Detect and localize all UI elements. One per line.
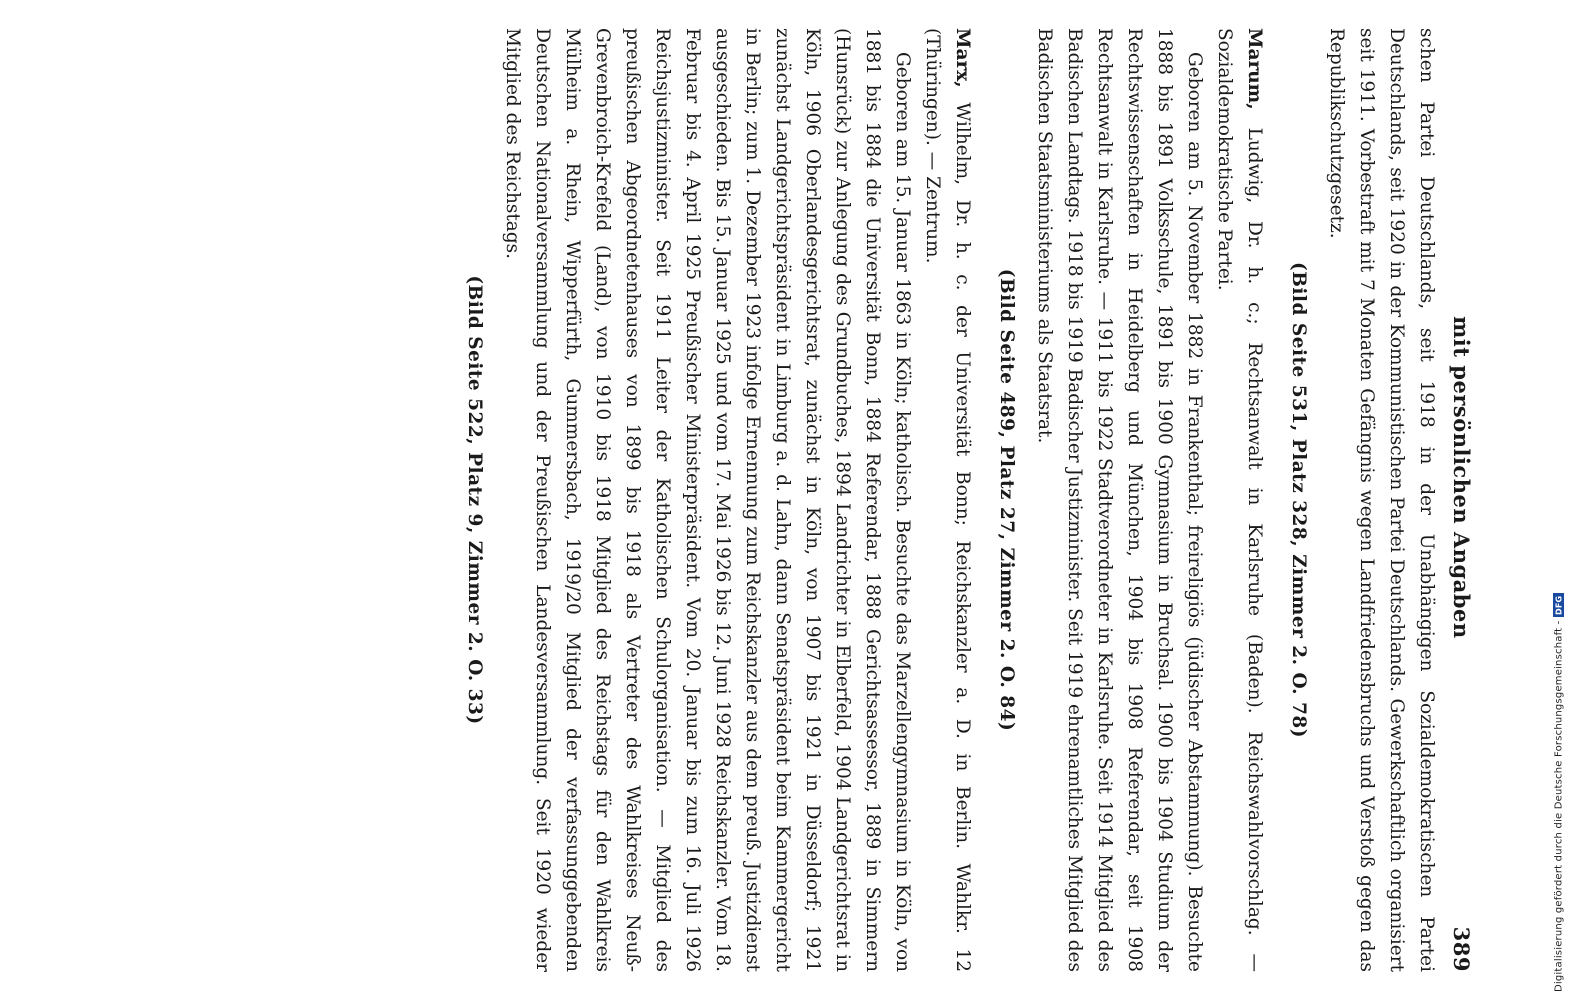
document-page (64, 28, 1474, 972)
entry-head-text: Wilhelm, Dr. h. c. der Universität Bonn; Reichskanzler a. D. in Berlin. Wahlkr. 12 (Thüringen). — Zentrum. (922, 28, 973, 972)
biography-entry-marum (991, 28, 1269, 972)
image-reference: (Bild Seite 522, Platz 9, Zimmer 2. O. 33) (464, 275, 485, 725)
biography-entry-marx (459, 28, 977, 972)
entry-body: Geboren am 5. November 1882 in Frankenthal; freireligiös (jüdischer Abstammung). Besuchte 1888 bis 1891 Volksschule, 1891 bis 1900 Gymnasium in Bruchsal. 1900 bis 1904 Studium der Rechtswissenschaften in Heidelberg und München, 1904 bis 1908 Referendar, seit 1908 Rechtsanwalt in Karlsruhe. — 1911 bis 1922 Stadtverordneter in Karlsruhe. Seit 1914 Mitglied des Badischen Landtags. 1918 bis 1919 Badischer Justizminister. Seit 1919 ehrenamtliches Mitglied des Badischen Staatsministeriums als Staatsrat. (1034, 28, 1205, 972)
page-number: 389 (1449, 926, 1474, 972)
entry-body: Geboren am 15. Januar 1863 in Köln; katholisch. Besuchte das Marzellengymnasium in Köln, von 1881 bis 1884 die Universität Bonn, 1884 Referendar, 1888 Gerichtsassessor, 1889 in Simmern (Hunsrück) zur Anlegung des Grundbuches, 1894 Landrichter in Elberfeld, 1904 Landgerichtsrat in Köln, 1906 Oberlandesgerichtsrat, zunächst in Köln, von 1907 bis 1921 in Düsseldorf; 1921 zunächst Landgerichtspräsident in Limburg a. d. Lahn, dann Senatspräsident beim Kammergericht in Berlin; zum 1. Dezember 1923 infolge Ernennung zum Reichskanzler aus dem preuß. Justizdienst ausgeschieden. Bis 15. Januar 1925 und vom 17. Mai 1926 bis 12. Juni 1928 Reichskanzler. Vom 18. Februar bis 4. April 1925 Preußischer Ministerpräsident. Vom 20. Januar bis zum 16. Juli 1926 Reichsjustizminister. Seit 1911 Leiter der Katholischen Schulorganisation. — Mitglied des preußischen Abgeordnetenhauses von 1899 bis 1918 als Vertreter des Wahlkreises Neuß-Grevenbroich-Krefeld (Land), von 1910 bis 1918 Mitglied des Reichstags für den Wahlkreis Mülheim a. Rhein, Wipperfürth, Gummersbach, 1919/20 Mitglied der verfassunggebenden Deutschen Nationalversammlung und der Preußischen Landesversammlung. Seit 1920 wieder Mitglied des Reichstags. (502, 28, 913, 972)
page-header (1449, 28, 1474, 972)
running-title: mit persönlichen Angaben (1449, 316, 1474, 639)
entry-name: Marum, (1244, 28, 1265, 110)
entry-head-text: Ludwig, Dr. h. c.; Rechtsanwalt in Karlsruhe (Baden). Reichswahlvorschlag. — Sozialdemokratische Partei. (1214, 28, 1265, 972)
credit-text: Digitalisierung gefördert durch die Deutsche Forschungsgemeinschaft - (1553, 620, 1565, 992)
entry-heading (1209, 28, 1269, 972)
image-reference: (Bild Seite 531, Platz 328, Zimmer 2. O. 78) (1288, 262, 1309, 738)
digitization-credit (1550, 8, 1568, 992)
entry-heading (917, 28, 977, 972)
image-reference: (Bild Seite 489, Platz 27, Zimmer 2. O. 84) (996, 268, 1017, 732)
page-body (459, 28, 1441, 972)
entry-name: Marx, (952, 28, 973, 88)
continuation-paragraph: schen Partei Deutschlands, seit 1918 in der Unabhängigen Sozialdemokratischen Partei Deutschlands, seit 1920 in der Kommunistischen Partei Deutschlands. Gewerkschaftlich organisiert seit 1911. Vorbestraft mit 7 Monaten Gefängnis wegen Landfriedensbruchs und Verstoß gegen das Republikschutzgesetz. (1326, 28, 1437, 972)
dfg-logo: DFG (1554, 595, 1564, 615)
